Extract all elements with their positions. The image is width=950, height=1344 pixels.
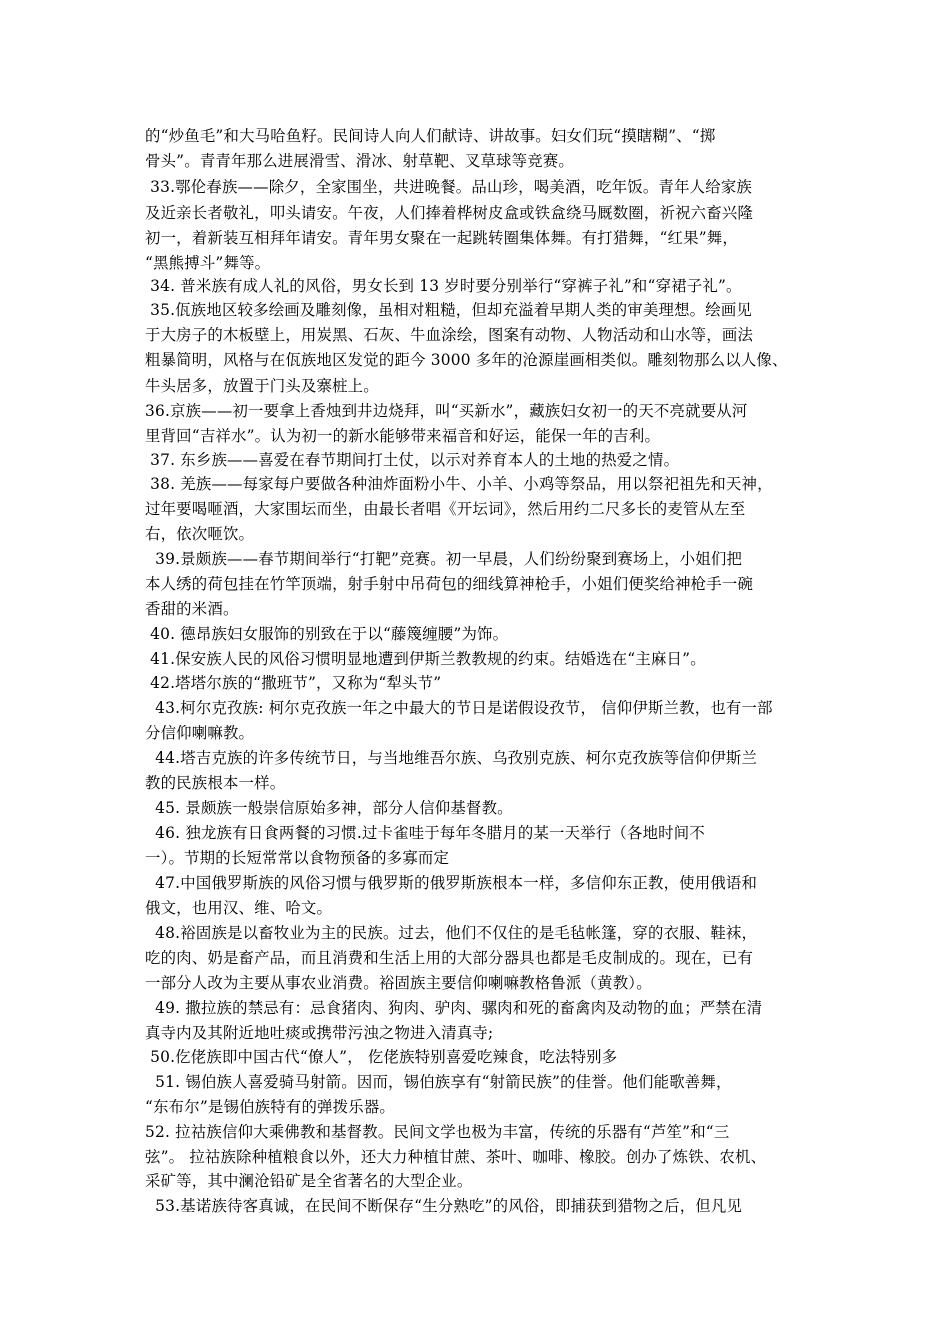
text-line: 香甜的米酒。 (145, 600, 239, 618)
text-line: 牛头居多，放置于门头及寨桩上。 (145, 377, 379, 395)
text-line: 33.鄂伦春族——除夕，全家围坐，共进晚餐。品山珍，喝美酒，吃年饭。青年人给家族 (145, 178, 753, 196)
text-line: 46. 独龙族有日食两餐的习惯.过卡雀哇于每年冬腊月的某一天举行（各地时间不 (145, 824, 705, 842)
text-line: 51. 锡伯族人喜爱骑马射箭。因而，锡伯族享有“射箭民族”的佳誉。他们能歌善舞， (145, 1073, 732, 1091)
text-line: 粗暴简明，风格与在佤族地区发觉的距今 3000 多年的沧源崖画相类似。雕刻物那么以人像、 (145, 351, 788, 369)
text-line: 右，依次咂饮。 (145, 525, 255, 543)
text-line: 及近亲长者敬礼，叩头请安。午夜，人们捧着桦树皮盒或铁盒绕马厩数圈，祈祝六畜兴隆 (145, 204, 754, 222)
text-line: 过年要喝咂酒，大家围坛而坐，由最长者唱《开坛词》，然后用约二尺多长的麦管从左至 (145, 500, 746, 518)
text-line: 45. 景颇族一般崇信原始多神，部分人信仰基督教。 (145, 799, 513, 817)
text-line: 本人绣的荷包挂在竹竿顶端，射手射中吊荷包的细线算神枪手，小姐们便奖给神枪手一碗 (145, 575, 754, 593)
text-line: 53.基诺族待客真诚，在民间不断保存“生分熟吃”的风俗，即捕获到猎物之后，但凡见 (145, 1197, 743, 1215)
text-line: 35.佤族地区较多绘画及雕刻像，虽相对粗糙，但却充溢着早期人类的审美理想。绘画见 (145, 301, 753, 319)
text-line: 47.中国俄罗斯族的风俗习惯与俄罗斯的俄罗斯族根本一样，多信仰东正教，使用俄语和 (145, 874, 758, 892)
text-line: 吃的肉、奶是畜产品，而且消费和生活上用的大部分器具也都是毛皮制成的。现在，已有 (145, 949, 754, 967)
text-line: 38. 羌族——每家每户要做各种油炸面粉小牛、小羊、小鸡等祭品，用以祭祀祖先和天神， (145, 475, 773, 493)
text-line: 分信仰喇嘛教。 (145, 724, 255, 742)
text-line: 44.塔吉克族的许多传统节日，与当地维吾尔族、乌孜别克族、柯尔克孜族等信仰伊斯兰 (145, 749, 758, 767)
text-line: 初一，着新装互相拜年请安。青年男女聚在一起跳转圈集体舞。有打猎舞，“红果”舞， (145, 229, 738, 247)
text-line: 50.仡佬族即中国古代“僚人”， 仡佬族特别喜爱吃辣食，吃法特别多 (145, 1048, 618, 1066)
text-line: “黑熊搏斗”舞等。 (145, 254, 271, 272)
text-line: “东布尔”是锡伯族特有的弹拨乐器。 (145, 1098, 395, 1116)
text-line: 采矿等，其中澜沧铅矿是全省著名的大型企业。 (145, 1172, 473, 1190)
text-line: 37. 东乡族——喜爱在春节期间打土仗，以示对养育本人的土地的热爱之情。 (145, 451, 680, 469)
text-line: 43.柯尔克孜族: 柯尔克孜族一年之中最大的节日是诺假设孜节， 信仰伊斯兰教，也有一部 (145, 699, 773, 717)
text-line: 骨头”。青青年那么进展滑雪、滑冰、射草靶、叉草球等竞赛。 (145, 152, 575, 170)
text-line: 真寺内及其附近地吐痰或携带污浊之物进入清真寺; (145, 1024, 494, 1042)
text-line: 里背回“吉祥水”。认为初一的新水能够带来福音和好运，能保一年的吉利。 (145, 427, 661, 445)
text-line: 48.裕固族是以畜牧业为主的民族。过去，他们不仅住的是毛毡帐篷，穿的衣服、鞋袜， (145, 924, 758, 942)
text-line: 36.京族——初一要拿上香烛到井边烧拜，叫“买新水”，藏族妇女初一的天不亮就要从河 (145, 402, 748, 420)
text-line: 教的民族根本一样。 (145, 774, 286, 792)
text-line: 49. 撒拉族的禁忌有：忌食猪肉、狗肉、驴肉、骡肉和死的畜禽肉及动物的血；严禁在清 (145, 999, 763, 1017)
text-line: 40. 德昂族妇女服饰的别致在于以“藤篾缠腰”为饰。 (145, 625, 509, 643)
text-line: 39.景颇族——春节期间举行“打靶”竞赛。初一早晨，人们纷纷聚到赛场上，小姐们把 (145, 550, 743, 568)
text-line: 34. 普米族有成人礼的风俗，男女长到 13 岁时要分别举行“穿裤子礼”和“穿裙子礼”。 (145, 277, 742, 295)
text-line: 42.塔塔尔族的“撒班节”，又称为“犁头节” (145, 674, 442, 692)
text-line: 俄文，也用汉、维、哈文。 (145, 899, 333, 917)
text-line: 52. 拉祜族信仰大乘佛教和基督教。民间文学也极为丰富，传统的乐器有“芦笙”和“三 (145, 1123, 730, 1141)
text-line: 的“炒鱼毛”和大马哈鱼籽。民间诗人向人们献诗、讲故事。妇女们玩“摸瞎糊”、“掷 (145, 127, 716, 145)
text-line: 于大房子的木板壁上，用炭黑、石灰、牛血涂绘，图案有动物、人物活动和山水等，画法 (145, 326, 754, 344)
text-line: 41.保安族人民的风俗习惯明显地遭到伊斯兰教教规的约束。结婚选在“主麻日”。 (145, 650, 706, 668)
text-line: 一）。节期的长短常常以食物预备的多寡而定 (145, 849, 450, 867)
text-line: 弦”。 拉祜族除种植粮食以外，还大力种植甘蔗、茶叶、咖啡、橡胶。创办了炼铁、农机、 (145, 1148, 767, 1166)
text-line: 一部分人改为主要从事农业消费。裕固族主要信仰喇嘛教格鲁派（黄教）。 (145, 974, 652, 992)
